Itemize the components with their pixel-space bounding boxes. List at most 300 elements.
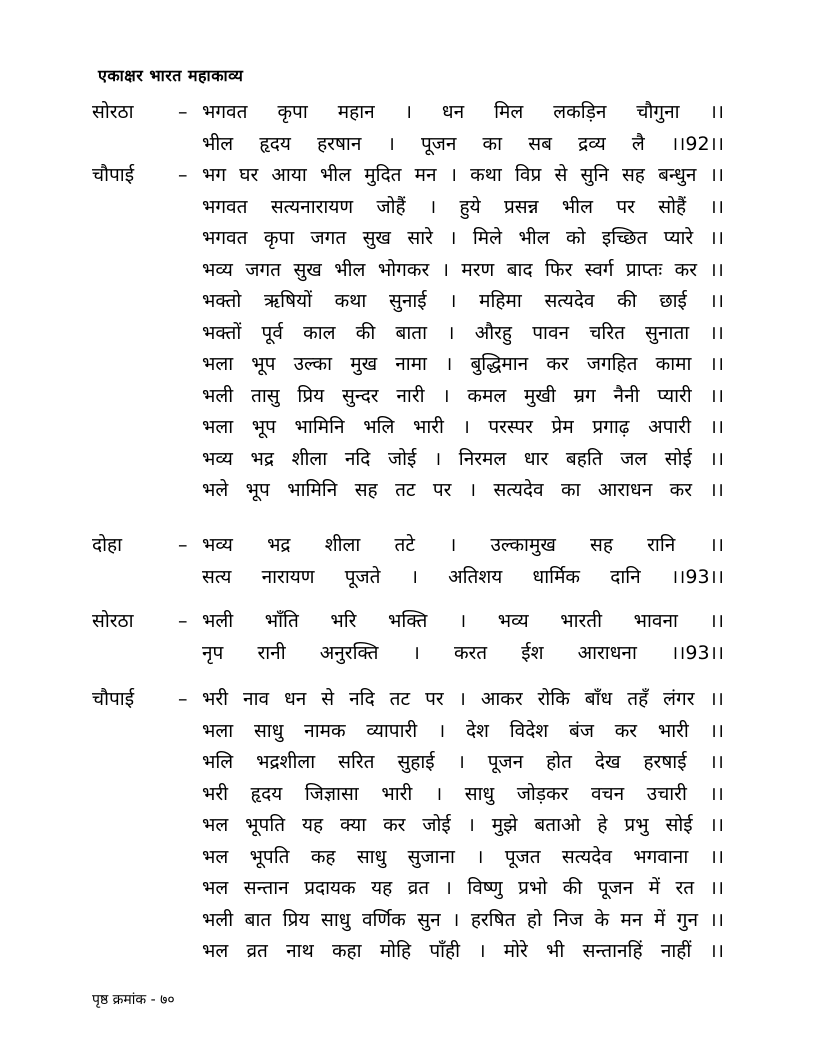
verse-word: भक्ति: [388, 610, 428, 632]
verse-word: व्यापारी: [366, 719, 418, 742]
verse-word: सुनाता: [645, 321, 690, 344]
verse-word: साधु: [321, 908, 351, 931]
label-dash: –: [178, 101, 188, 123]
verse-word: ।: [404, 101, 412, 123]
label-dash: –: [178, 610, 188, 632]
verse-word: शीला: [324, 534, 361, 556]
verse-word: ।: [478, 940, 486, 962]
verse-word: मुदित: [364, 164, 402, 186]
verse-word: भील: [518, 227, 550, 249]
verse-type-label: चौपाई: [92, 164, 135, 186]
verse-text: [202, 842, 724, 873]
verse-word: भारती: [560, 610, 603, 632]
verse-word: होत: [546, 751, 572, 773]
verse-word: लकड़िन: [553, 101, 607, 123]
verse-word: ।: [444, 877, 452, 899]
verse-line: [92, 905, 724, 936]
verse-word: भद्रशीला: [256, 751, 316, 773]
verse-word: मरण: [461, 258, 495, 281]
verse-word: भक्तों: [202, 321, 242, 344]
verse-word: सोई: [665, 814, 693, 836]
verse-word: भामिनि: [287, 479, 338, 501]
verse-word: ।।: [709, 321, 724, 344]
verse-word: उचारी: [646, 782, 687, 805]
verse-word: के: [594, 908, 610, 931]
verse-word: ।: [449, 534, 457, 556]
verse-word: ।: [445, 353, 453, 375]
verse-word: देश: [465, 719, 489, 742]
verse-line: [92, 318, 724, 349]
verse-word: सुहाई: [397, 751, 435, 773]
verse-word: सरित: [338, 751, 375, 773]
verse-word: ।: [462, 416, 470, 438]
verse-word: धार: [523, 447, 549, 470]
verse-word: भली: [202, 610, 234, 632]
verse-type-label: दोहा: [92, 534, 123, 556]
verse-text: [202, 412, 724, 443]
verse-word: ।: [468, 479, 477, 501]
verse-word: की: [562, 877, 583, 899]
verse-type-label: सोरठा: [92, 610, 134, 632]
verse-word: जगहित: [586, 353, 638, 375]
verse-word: सत्यदेव: [493, 479, 544, 501]
verse-word: भला: [202, 416, 234, 438]
verse-word: आराधन: [597, 479, 653, 501]
verse-word: भूपति: [249, 845, 290, 868]
verse-word: में: [653, 908, 666, 931]
verse-word: भलि: [202, 751, 234, 773]
verse-word: सह: [621, 164, 645, 186]
verse-word: कर: [669, 479, 693, 501]
verse-word: पूजत: [504, 845, 541, 868]
verse-word: धन: [284, 688, 307, 710]
verse-word: सुनाई: [388, 290, 427, 312]
verse-word: ।: [437, 719, 446, 742]
verse-word: कृपा: [263, 227, 295, 249]
verse-word: भरी: [202, 688, 229, 710]
verse-word: भले: [202, 479, 229, 501]
verse-line: [92, 747, 724, 778]
verse-text: [202, 779, 724, 810]
verse-word: भद्र: [250, 447, 274, 470]
verse-word: ।।: [709, 782, 724, 805]
verse-word: सुख: [293, 258, 322, 281]
verse-line: [92, 475, 724, 506]
verse-word: जिज्ञासा: [304, 782, 359, 805]
verse-word: ।।: [709, 290, 724, 312]
verse-word: कर: [546, 353, 569, 375]
verse-word: का: [482, 132, 503, 155]
verse-word: जोड़कर: [516, 782, 569, 805]
verse-word: भरी: [202, 782, 229, 805]
verse-word: ।।: [709, 719, 724, 742]
verse-word: ।।: [709, 447, 724, 470]
verse-line: [92, 530, 724, 561]
verse-word: ।।: [709, 195, 724, 218]
verse-word: भाँति: [264, 610, 299, 632]
verse-word: प्रभो: [518, 877, 548, 899]
verse-line: [92, 192, 724, 223]
verse-word: मोरे: [503, 940, 528, 962]
verse-word: हरषित: [470, 908, 516, 931]
verse-word: ।: [449, 164, 457, 186]
verse-line: [92, 381, 724, 412]
verse-word: नारी: [396, 384, 425, 407]
verse-line: [92, 638, 724, 669]
verse-word: बाँध: [584, 688, 613, 710]
verse-text: [202, 97, 724, 128]
verse-word: लंगर: [663, 688, 695, 710]
verse-word: क्या: [340, 814, 367, 836]
verse-word: ।।93।।: [670, 641, 724, 664]
verse-word: विप्र: [514, 164, 542, 186]
verse-line: [92, 129, 724, 160]
verse-word: कर: [383, 814, 406, 836]
verse-word: गुन: [676, 908, 699, 931]
verse-word: को: [566, 227, 586, 249]
verse-word: भील: [202, 132, 234, 155]
verse-word: सत्य: [202, 565, 232, 588]
verse-word: तटे: [394, 534, 415, 556]
verse-word: नैनी: [613, 384, 640, 407]
verse-word: सन्तान: [243, 877, 289, 899]
verse-word: निरमल: [458, 447, 507, 470]
verse-word: ।।: [709, 534, 724, 556]
verse-word: म्रग: [573, 384, 596, 407]
verse-word: ।।93।।: [670, 565, 724, 588]
verse-word: ।: [452, 908, 460, 931]
verse-word: औरहु: [474, 321, 513, 344]
verse-word: व्रत: [407, 877, 430, 899]
verse-text: [202, 873, 724, 904]
verse-word: मोहि: [379, 940, 412, 962]
label-dash: –: [178, 534, 188, 556]
verse-word: हरषान: [317, 132, 362, 155]
verse-word: चरित: [589, 321, 625, 344]
verse-word: भला: [202, 353, 234, 375]
verse-word: परस्पर: [488, 416, 533, 438]
verse-word: मुख: [350, 353, 378, 375]
verse-word: भव्य: [202, 534, 233, 556]
verse-word: भव्य: [497, 610, 529, 632]
verse-word: पूर्व: [261, 321, 283, 344]
verse-word: हृदय: [259, 132, 291, 155]
verse-word: प्रभु: [624, 814, 649, 836]
verse-word: सह: [590, 534, 613, 556]
verse-word: ।।: [709, 353, 724, 375]
verse-text: [202, 747, 724, 778]
verse-word: काल: [303, 321, 336, 344]
verse-word: लै: [631, 132, 645, 155]
verse-word: बाद: [506, 258, 533, 281]
page-number: पृष्ठ क्रमांक - ७०: [92, 992, 175, 1008]
verse-word: ।: [428, 195, 437, 218]
verse-word: भामिनि: [294, 416, 345, 438]
verse-word: भल: [202, 877, 229, 899]
verse-word: ।।92।।: [670, 132, 724, 155]
verse-text: [202, 255, 724, 286]
verse-word: तट: [395, 479, 416, 501]
page-header: एकाक्षर भारत महाकाव्य: [98, 66, 244, 85]
verse-word: रत: [675, 877, 695, 899]
verse-word: वर्णिक: [361, 908, 406, 931]
verse-line: [92, 160, 724, 191]
verse-word: भोगकर: [377, 258, 430, 281]
label-dash: –: [178, 688, 188, 710]
verse-word: जोई: [422, 814, 451, 836]
verse-word: सह: [354, 479, 378, 501]
verse-word: ।।: [709, 940, 724, 962]
verse-word: जगत: [245, 258, 281, 281]
verse-word: नारायण: [261, 565, 315, 588]
verse-word: कृपा: [277, 101, 308, 123]
verse-word: कामा: [655, 353, 692, 375]
verse-word: आया: [271, 164, 307, 186]
verse-word: तट: [389, 688, 411, 710]
verse-word: पावन: [532, 321, 570, 344]
verse-word: भूपति: [245, 814, 286, 836]
verse-word: तहँ: [627, 688, 649, 710]
verse-word: जल: [620, 447, 648, 470]
verse-word: शीला: [291, 447, 328, 470]
verse-word: नामा: [395, 353, 427, 375]
verse-word: की: [355, 321, 376, 344]
verse-word: पर: [616, 195, 635, 218]
verse-word: फिर: [545, 258, 573, 281]
verse-word: ईश: [521, 641, 544, 664]
verse-word: ।: [412, 641, 420, 664]
verse-word: हुये: [459, 195, 481, 218]
verse-word: व्रत: [246, 940, 268, 962]
verse-word: ।।: [709, 258, 724, 281]
verse-text: [202, 160, 724, 191]
verse-line: [92, 444, 724, 475]
verse-word: निज: [553, 908, 583, 931]
verse-word: रोकि: [537, 688, 570, 710]
verse-word: सोई: [664, 447, 692, 470]
verse-word: ।।: [709, 877, 724, 899]
verse-line: [92, 412, 724, 443]
verse-line: [92, 842, 724, 873]
verse-word: पूजन: [487, 751, 524, 773]
verse-word: भली: [202, 384, 234, 407]
verse-word: ।: [387, 132, 395, 155]
verse-word: हे: [597, 814, 608, 836]
verse-word: से: [554, 164, 568, 186]
verse-word: ।।: [709, 479, 724, 501]
verse-text: [202, 223, 724, 254]
verse-line: [92, 810, 724, 841]
verse-word: भव्य: [202, 258, 233, 281]
verse-word: ।: [467, 814, 475, 836]
verse-line: [92, 684, 724, 715]
verse-word: अनुरक्ति: [319, 641, 379, 664]
verse-word: बताओ: [534, 814, 581, 836]
verse-word: नृप: [202, 641, 224, 664]
verse-text: [202, 129, 724, 160]
verse-word: नाहीं: [660, 940, 692, 962]
verse-word: भगवाना: [633, 845, 689, 868]
verse-word: ।: [410, 565, 418, 588]
verse-word: रानी: [257, 641, 286, 664]
verse-word: भूप: [245, 479, 270, 501]
verse-word: वचन: [590, 782, 625, 805]
verse-word: मन: [414, 164, 437, 186]
verse-word: भक्तो: [202, 290, 242, 312]
verse-word: ऋषियों: [263, 290, 313, 312]
verse-word: ।: [441, 258, 449, 281]
verse-line: [92, 779, 724, 810]
verse-word: उल्कामुख: [490, 534, 556, 556]
verse-word: नदि: [344, 447, 371, 470]
verse-word: ।: [458, 610, 467, 632]
verse-text: [202, 530, 724, 561]
verse-word: द्रव्य: [578, 132, 606, 155]
verse-word: प्यारी: [657, 384, 692, 407]
verse-word: करत: [453, 641, 488, 664]
verse-text: [202, 905, 724, 936]
verse-word: से: [321, 688, 335, 710]
verse-word: ।: [433, 447, 442, 470]
verse-word: कथा: [470, 164, 502, 186]
verse-word: भूप: [251, 353, 276, 375]
verse-text: [202, 349, 724, 380]
verse-word: भल: [202, 845, 229, 868]
verse-word: भारी: [381, 782, 413, 805]
verse-word: ।: [434, 782, 443, 805]
verse-word: सत्यदेव: [544, 290, 595, 312]
verse-word: ।।: [709, 384, 724, 407]
verse-word: प्रेम: [551, 416, 574, 438]
verse-word: भारी: [657, 719, 689, 742]
verse-word: की: [617, 290, 637, 312]
verse-text: [202, 381, 724, 412]
verse-word: का: [560, 479, 581, 501]
verse-word: ।।: [709, 814, 724, 836]
verse-word: सुजाना: [407, 845, 455, 868]
verse-word: नाथ: [286, 940, 314, 962]
verse-word: प्राप्तः: [625, 258, 663, 281]
verse-word: देख: [594, 751, 621, 773]
verse-word: पर: [432, 479, 452, 501]
verse-word: ।: [447, 321, 455, 344]
verse-word: रानि: [647, 534, 676, 556]
verse-text: [202, 318, 724, 349]
verse-word: कर: [674, 258, 697, 281]
verse-word: भल: [202, 940, 229, 962]
verse-word: भलि: [363, 416, 395, 438]
verse-word: ।।: [709, 688, 724, 710]
verse-word: भील: [319, 164, 352, 186]
verse-word: भग: [202, 164, 227, 186]
verse-word: दानि: [610, 565, 641, 588]
verse-word: भगवत: [202, 227, 248, 249]
verse-word: बुद्धिमान: [470, 353, 529, 375]
verse-line: [92, 873, 724, 904]
verse-word: ।: [457, 751, 465, 773]
verse-word: आकर: [480, 688, 523, 710]
verse-word: धार्मिक: [532, 565, 581, 588]
verse-word: यह: [302, 814, 324, 836]
verse-word: भव्य: [202, 447, 233, 470]
verse-text: [202, 810, 724, 841]
verse-text: [202, 286, 724, 317]
verse-word: धन: [441, 101, 465, 123]
verse-word: पर: [425, 688, 444, 710]
verse-text: [202, 562, 724, 593]
verse-word: विष्णु: [467, 877, 503, 899]
verse-word: भद्र: [267, 534, 291, 556]
verse-word: ।।: [709, 416, 724, 438]
verse-word: ।: [449, 290, 457, 312]
verse-line: [92, 936, 724, 967]
verse-text: [202, 444, 724, 475]
verse-word: हो: [526, 908, 542, 931]
verse-word: कहा: [331, 940, 362, 962]
verse-word: प्रगाढ़: [592, 416, 630, 438]
verse-word: कर: [614, 719, 638, 742]
verse-word: साधु: [356, 845, 387, 868]
verse-word: नाव: [243, 688, 270, 710]
verse-text: [202, 192, 724, 223]
verse-word: भावना: [633, 610, 678, 632]
verse-word: ।।: [709, 227, 724, 249]
verse-word: भील: [334, 258, 366, 281]
verse-line: [92, 606, 724, 637]
verse-word: इच्छित: [601, 227, 648, 249]
verse-word: सुनि: [580, 164, 609, 186]
verse-word: भील: [561, 195, 593, 218]
verse-word: में: [648, 877, 661, 899]
verse-word: साधु: [464, 782, 495, 805]
verse-word: प्रिय: [297, 384, 325, 407]
verse-word: महिमा: [479, 290, 522, 312]
verse-word: ।।: [709, 845, 724, 868]
verse-word: बहति: [565, 447, 603, 470]
verse-word: नदि: [349, 688, 375, 710]
verse-word: चौगुना: [636, 101, 680, 123]
verse-word: विदेश: [509, 719, 549, 742]
verse-text: [202, 936, 724, 967]
verse-word: पाँही: [429, 940, 461, 962]
verse-word: ।: [442, 384, 450, 407]
verse-word: अपारी: [648, 416, 691, 438]
verse-word: सुन्दर: [341, 384, 379, 407]
verse-word: यह: [371, 877, 393, 899]
verse-word: ।: [458, 688, 466, 710]
verse-word: बंज: [568, 719, 594, 742]
verse-word: आराधना: [577, 641, 637, 664]
verse-text: [202, 606, 724, 637]
verse-word: तासु: [250, 384, 280, 407]
verse-line: [92, 97, 724, 128]
verse-word: नामक: [304, 719, 346, 742]
verse-word: ।: [476, 845, 484, 868]
verse-word: कथा: [334, 290, 367, 312]
verse-word: जोई: [388, 447, 417, 470]
verse-text: [202, 475, 724, 506]
verse-word: साधु: [253, 719, 284, 742]
verse-word: पूजन: [420, 132, 457, 155]
verse-line: [92, 349, 724, 380]
verse-word: प्रिय: [282, 908, 310, 931]
verse-word: सारे: [407, 227, 433, 249]
verse-word: भारी: [412, 416, 444, 438]
verse-word: सत्यनारायण: [270, 195, 354, 218]
verse-word: सुख: [362, 227, 391, 249]
verse-word: ।।: [709, 101, 724, 123]
verse-word: भरि: [330, 610, 357, 632]
